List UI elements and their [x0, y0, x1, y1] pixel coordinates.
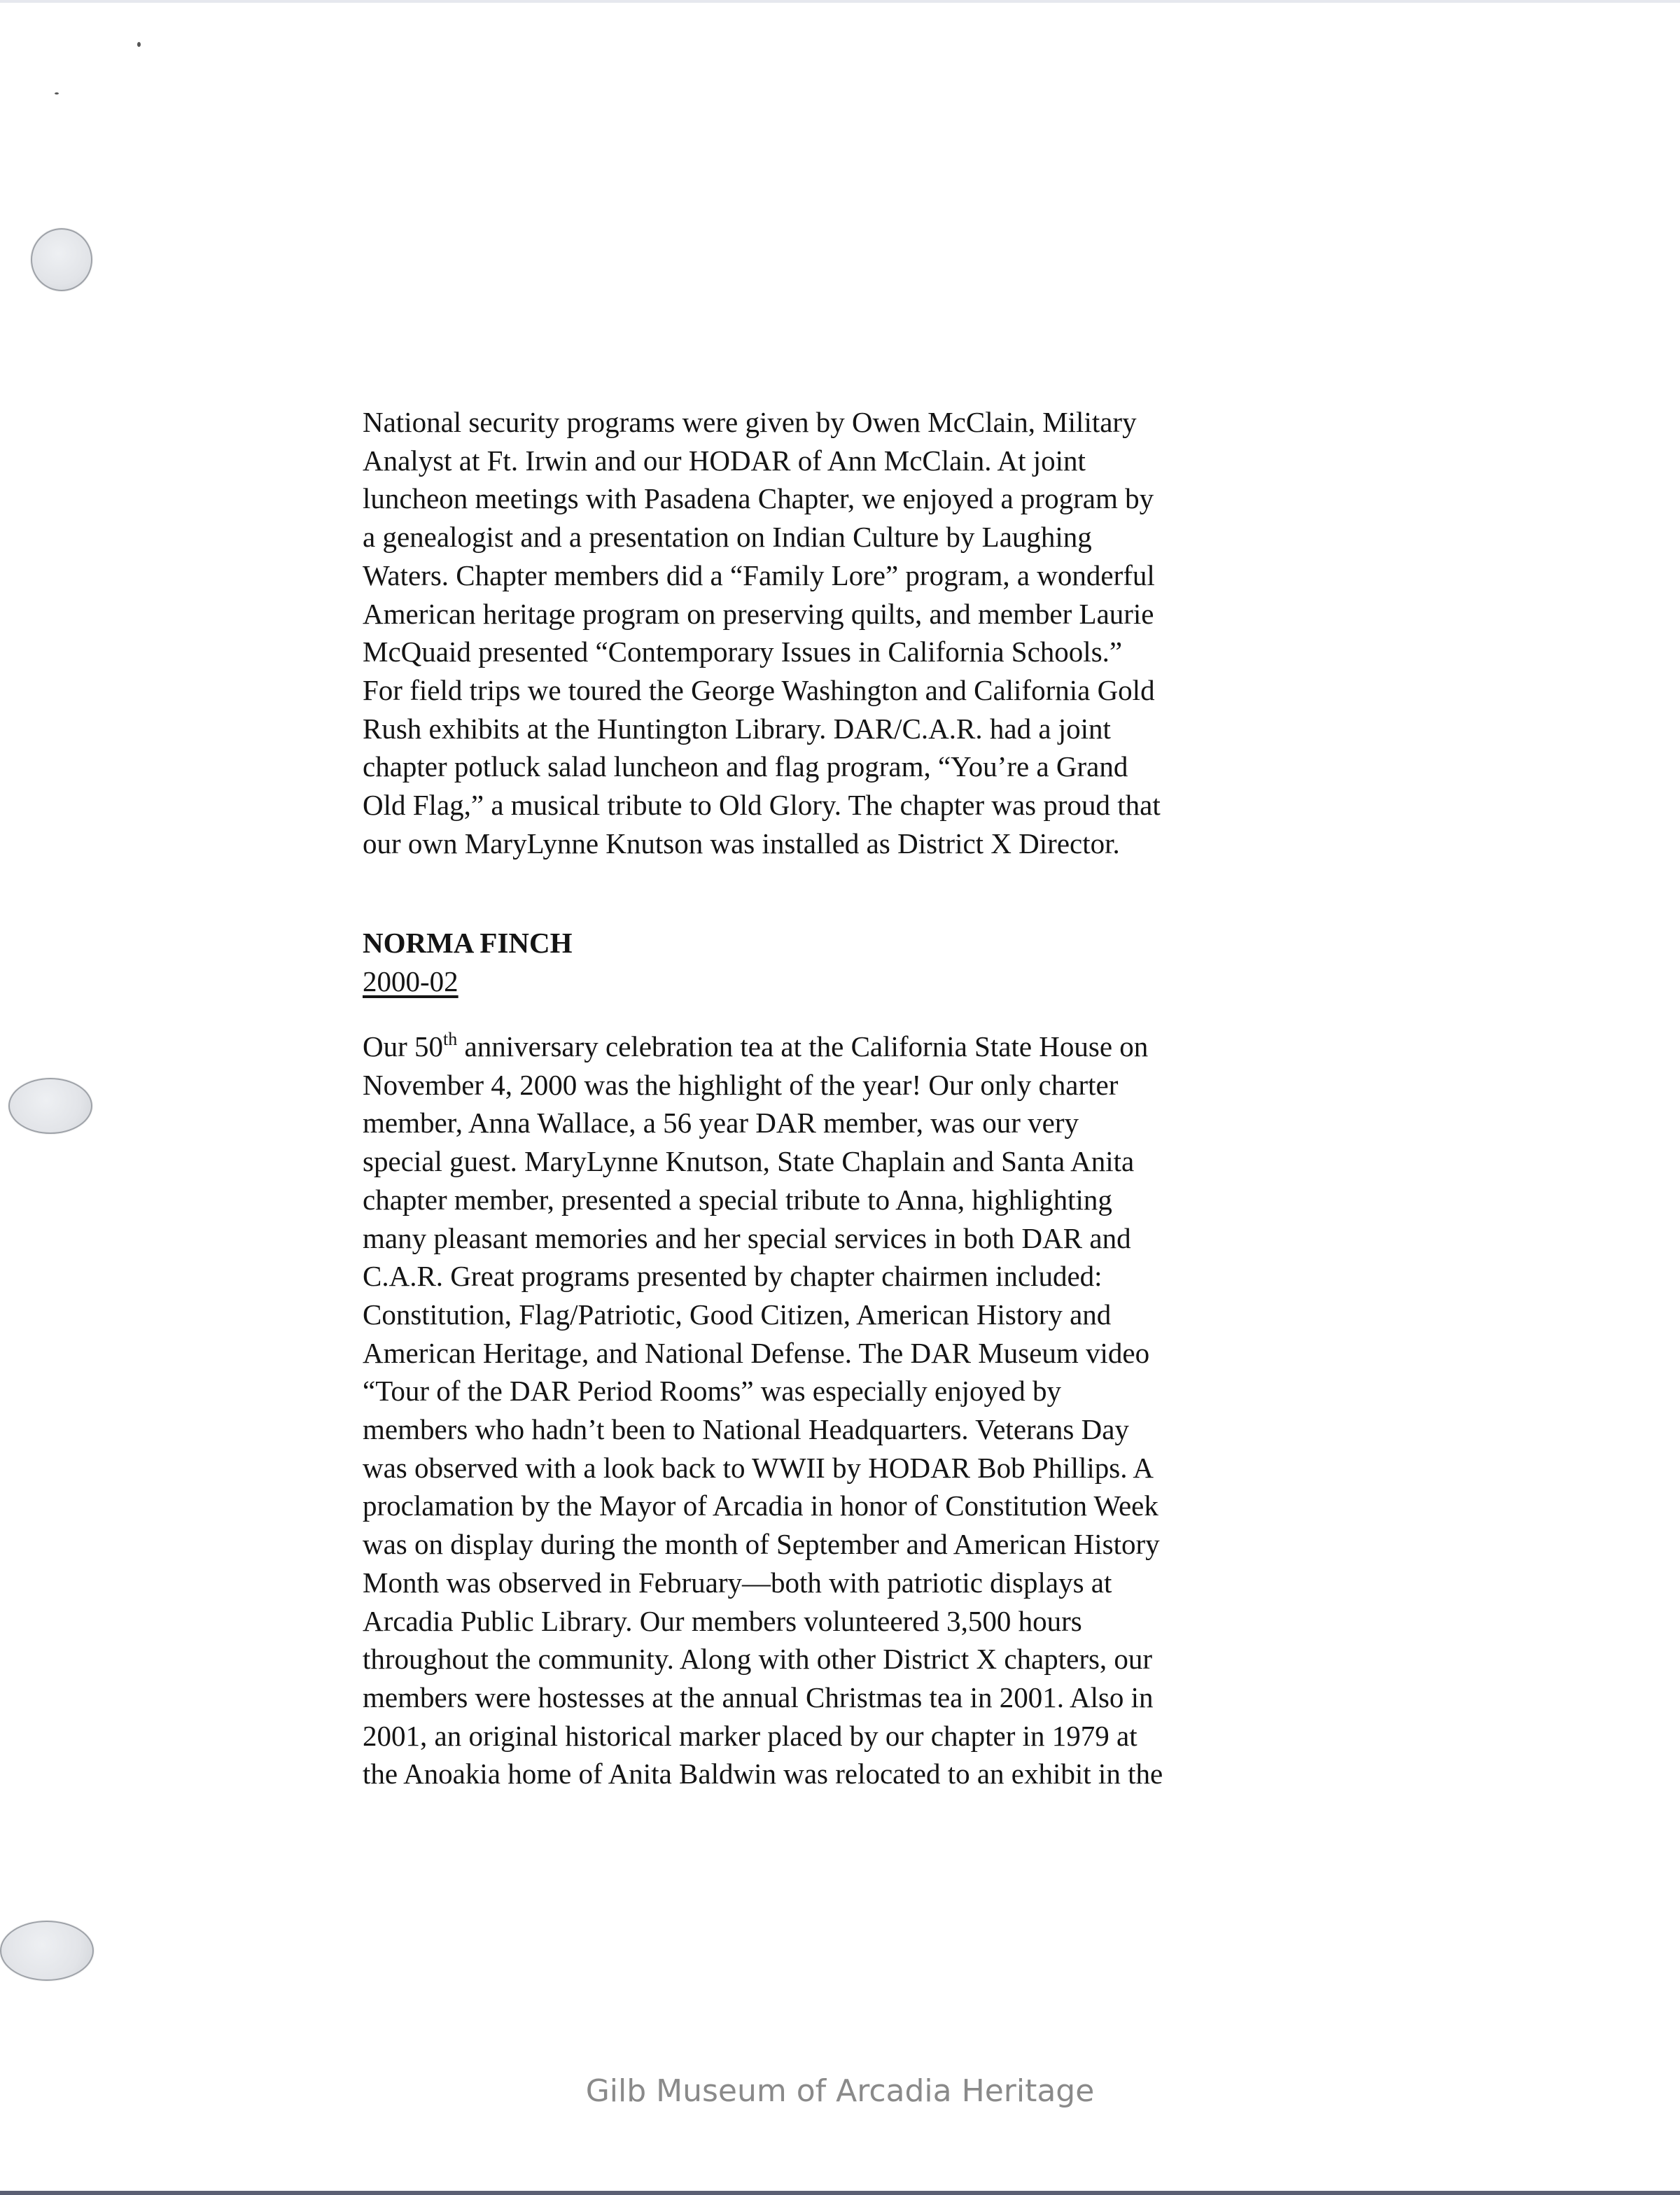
- text-line: proclamation by the Mayor of Arcadia in honor of Constitution Week: [363, 1489, 1158, 1522]
- text-line: Month was observed in February—both with patriotic displays at: [363, 1566, 1112, 1599]
- text-line: Rush exhibits at the Huntington Library. DAR/C.A.R. had a joint: [363, 712, 1111, 745]
- text-line: National security programs were given by Owen McClain, Military: [363, 406, 1137, 438]
- text-line: member, Anna Wallace, a 56 year DAR member, was our very: [363, 1107, 1079, 1139]
- footer-watermark: Gilb Museum of Arcadia Heritage: [585, 2073, 1095, 2109]
- scan-speck: [137, 42, 141, 47]
- text-line: C.A.R. Great programs presented by chapter chairmen included:: [363, 1260, 1102, 1293]
- text-line: McQuaid presented “Contemporary Issues in California Schools.”: [363, 636, 1123, 668]
- regent-years: 2000-02: [363, 965, 458, 997]
- text-line: members were hostesses at the annual Christmas tea in 2001. Also in: [363, 1681, 1154, 1713]
- text-line: members who hadn’t been to National Headquarters. Veterans Day: [363, 1413, 1129, 1446]
- regent-name: NORMA FINCH: [363, 927, 573, 959]
- text-line: Waters. Chapter members did a “Family Lore” program, a wonderful: [363, 559, 1155, 591]
- section-heading: [363, 924, 1301, 1000]
- paragraph-anniversary: [363, 1028, 1301, 1793]
- text-line: Arcadia Public Library. Our members volunteered 3,500 hours: [363, 1604, 1082, 1637]
- text-line: Old Flag,” a musical tribute to Old Glory. The chapter was proud that: [363, 789, 1161, 822]
- text-line: was observed with a look back to WWII by HODAR Bob Phillips. A: [363, 1451, 1154, 1484]
- text-line: chapter member, presented a special tribute to Anna, highlighting: [363, 1183, 1112, 1216]
- text-line-first: [363, 1028, 1301, 1066]
- text-line: special guest. MaryLynne Knutson, State Chaplain and Santa Anita: [363, 1145, 1135, 1178]
- text-line: November 4, 2000 was the highlight of the year! Our only charter: [363, 1068, 1119, 1101]
- text-line: a genealogist and a presentation on Indian Culture by Laughing: [363, 521, 1092, 554]
- punch-hole-top: [31, 228, 92, 291]
- scan-speck: [55, 92, 59, 94]
- scan-bottom-edge: [0, 2191, 1680, 2195]
- text-fragment: anniversary celebration tea at the California State House on: [457, 1030, 1149, 1063]
- text-line: our own MaryLynne Knutson was installed as District X Director.: [363, 827, 1120, 860]
- text-line: luncheon meetings with Pasadena Chapter, we enjoyed a program by: [363, 482, 1154, 515]
- text-line: Analyst at Ft. Irwin and our HODAR of Ann McClain. At joint: [363, 444, 1086, 477]
- text-line: American Heritage, and National Defense. The DAR Museum video: [363, 1336, 1150, 1369]
- text-line: “Tour of the DAR Period Rooms” was especially enjoyed by: [363, 1375, 1061, 1408]
- punch-hole-middle: [8, 1078, 92, 1134]
- text-fragment: Our 50: [363, 1030, 444, 1063]
- scan-top-edge: [0, 0, 1680, 3]
- text-line: chapter potluck salad luncheon and flag program, “You’re a Grand: [363, 750, 1128, 783]
- text-line: was on display during the month of September and American History: [363, 1528, 1160, 1561]
- text-line: the Anoakia home of Anita Baldwin was relocated to an exhibit in the: [363, 1758, 1163, 1790]
- paragraph-national-security: [363, 403, 1301, 862]
- punch-hole-bottom: [0, 1921, 94, 1981]
- text-line: many pleasant memories and her special services in both DAR and: [363, 1221, 1131, 1254]
- text-line: throughout the community. Along with other District X chapters, our: [363, 1643, 1153, 1676]
- text-line: 2001, an original historical marker placed by our chapter in 1979 at: [363, 1719, 1138, 1752]
- ordinal-suffix: th: [443, 1029, 458, 1049]
- text-line: Constitution, Flag/Patriotic, Good Citizen, American History and: [363, 1298, 1112, 1331]
- text-line: For field trips we toured the George Washington and California Gold: [363, 673, 1155, 706]
- text-line: American heritage program on preserving quilts, and member Laurie: [363, 597, 1154, 630]
